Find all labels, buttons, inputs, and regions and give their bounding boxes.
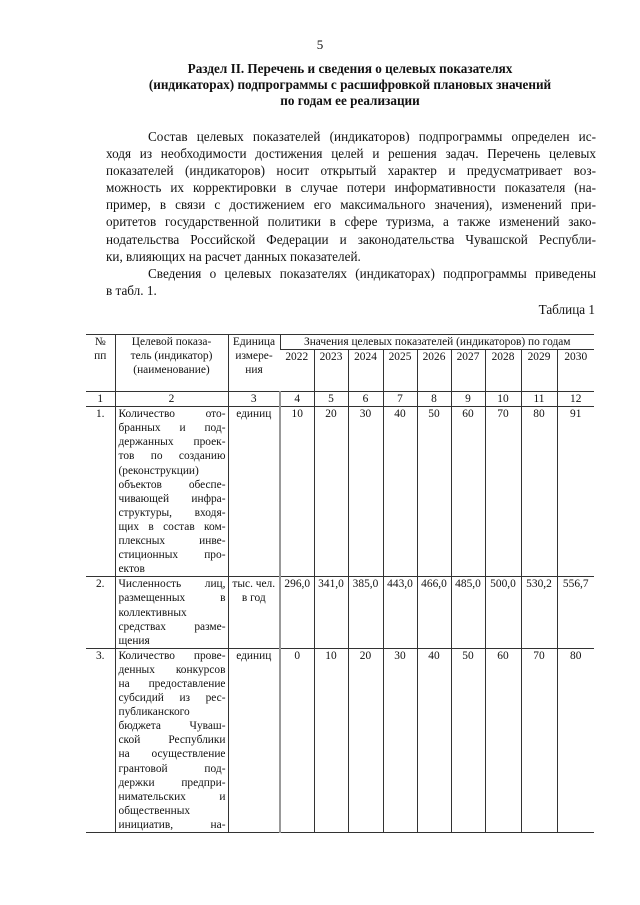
table-row bbox=[86, 407, 594, 577]
column-number: 11 bbox=[521, 392, 557, 407]
table-caption: Таблица 1 bbox=[538, 302, 595, 317]
header-unit: Единица измере- ния bbox=[228, 335, 280, 392]
column-number: 7 bbox=[383, 392, 417, 407]
value-2024: 385,0 bbox=[348, 577, 383, 648]
table-header-row bbox=[86, 335, 594, 350]
indicator-name: Численность лиц, размещенных в коллективных средствах разме- щения bbox=[115, 577, 228, 648]
column-number: 2 bbox=[115, 392, 228, 407]
paragraph-line: пример, в связи с достижением его максимального значения), изменений при- bbox=[106, 197, 596, 213]
value-2029: 80 bbox=[521, 407, 557, 577]
column-number: 12 bbox=[557, 392, 594, 407]
value-2027: 50 bbox=[451, 648, 485, 832]
column-number: 6 bbox=[348, 392, 383, 407]
value-2028: 500,0 bbox=[485, 577, 521, 648]
paragraph-line: ходя из необходимости достижения целей и решения задач. Перечень целевых bbox=[106, 146, 596, 162]
value-2025: 40 bbox=[383, 407, 417, 577]
unit: единиц bbox=[228, 648, 280, 832]
paragraph-line: можность их корректировки в случае потери информативности показателя (на- bbox=[106, 180, 596, 196]
value-2022: 10 bbox=[280, 407, 314, 577]
value-2026: 50 bbox=[417, 407, 451, 577]
value-2029: 530,2 bbox=[521, 577, 557, 648]
value-2028: 70 bbox=[485, 407, 521, 577]
value-2022: 0 bbox=[280, 648, 314, 832]
value-2023: 20 bbox=[314, 407, 348, 577]
paragraph-line: показателей (индикаторов) носит открытый характер и предусматривает воз- bbox=[106, 163, 596, 179]
value-2030: 80 bbox=[557, 648, 594, 832]
table-row bbox=[86, 648, 594, 832]
column-number: 4 bbox=[280, 392, 314, 407]
indicators-table bbox=[86, 334, 594, 833]
header-num: № пп bbox=[86, 335, 115, 392]
header-name: Целевой показа- тель (индикатор) (наименование) bbox=[115, 335, 228, 392]
header-year: 2027 bbox=[451, 350, 485, 392]
value-2027: 485,0 bbox=[451, 577, 485, 648]
header-year: 2030 bbox=[557, 350, 594, 392]
header-year: 2022 bbox=[280, 350, 314, 392]
header-year: 2026 bbox=[417, 350, 451, 392]
section-title-line: (индикаторах) подпрограммы с расшифровкой плановых значений bbox=[148, 77, 552, 92]
header-year: 2024 bbox=[348, 350, 383, 392]
value-2029: 70 bbox=[521, 648, 557, 832]
body-text bbox=[106, 128, 596, 299]
value-2025: 30 bbox=[383, 648, 417, 832]
unit: тыс. чел. в год bbox=[228, 577, 280, 648]
value-2024: 30 bbox=[348, 407, 383, 577]
header-year: 2025 bbox=[383, 350, 417, 392]
value-2028: 60 bbox=[485, 648, 521, 832]
header-year: 2028 bbox=[485, 350, 521, 392]
section-title-line: Раздел II. Перечень и сведения о целевых показателях bbox=[187, 61, 513, 76]
paragraph-line: ки, влияющих на расчет данных показателей. bbox=[106, 248, 361, 264]
value-2030: 91 bbox=[557, 407, 594, 577]
column-number: 9 bbox=[451, 392, 485, 407]
page-number: 5 bbox=[316, 37, 324, 52]
paragraph-line: оритетов государственной политики в сфере туризма, а также изменений зако- bbox=[106, 214, 596, 230]
value-2027: 60 bbox=[451, 407, 485, 577]
value-2022: 296,0 bbox=[280, 577, 314, 648]
column-number: 1 bbox=[86, 392, 115, 407]
indicator-name: Количество ото- бранных и под- держанных проек- тов по созданию (реконструкции) объектов обеспе- чивающей инфра- структуры, входя- щих в состав ком- плексных инве- стиционных про- ектов bbox=[115, 407, 228, 577]
section-title-line: по годам ее реализации bbox=[280, 93, 420, 108]
column-number-row bbox=[86, 392, 594, 407]
header-year: 2023 bbox=[314, 350, 348, 392]
row-num: 1. bbox=[86, 407, 115, 577]
column-number: 8 bbox=[417, 392, 451, 407]
indicator-name: Количество прове- денных конкурсов на предоставление субсидий из рес- публиканского бюджета Чуваш- ской Республики на осуществление грантовой под- держки предпри- нимательских и общественных инициатив, на- bbox=[115, 648, 228, 832]
unit: единиц bbox=[228, 407, 280, 577]
value-2026: 40 bbox=[417, 648, 451, 832]
header-values-group: Значения целевых показателей (индикаторов) по годам bbox=[280, 335, 594, 350]
paragraph-line: Состав целевых показателей (индикаторов) подпрограммы определен ис- bbox=[148, 129, 596, 144]
header-year: 2029 bbox=[521, 350, 557, 392]
row-num: 3. bbox=[86, 648, 115, 832]
value-2023: 10 bbox=[314, 648, 348, 832]
section-title bbox=[100, 61, 600, 109]
value-2025: 443,0 bbox=[383, 577, 417, 648]
value-2026: 466,0 bbox=[417, 577, 451, 648]
table-row bbox=[86, 577, 594, 648]
column-number: 10 bbox=[485, 392, 521, 407]
value-2024: 20 bbox=[348, 648, 383, 832]
row-num: 2. bbox=[86, 577, 115, 648]
value-2030: 556,7 bbox=[557, 577, 594, 648]
value-2023: 341,0 bbox=[314, 577, 348, 648]
paragraph-line: нодательства Российской Федерации и законодательства Чувашской Республи- bbox=[106, 231, 596, 247]
paragraph-line: Сведения о целевых показателях (индикаторах) подпрограммы приведены bbox=[148, 265, 596, 281]
column-number: 5 bbox=[314, 392, 348, 407]
paragraph-line: в табл. 1. bbox=[106, 282, 157, 298]
column-number: 3 bbox=[228, 392, 280, 407]
